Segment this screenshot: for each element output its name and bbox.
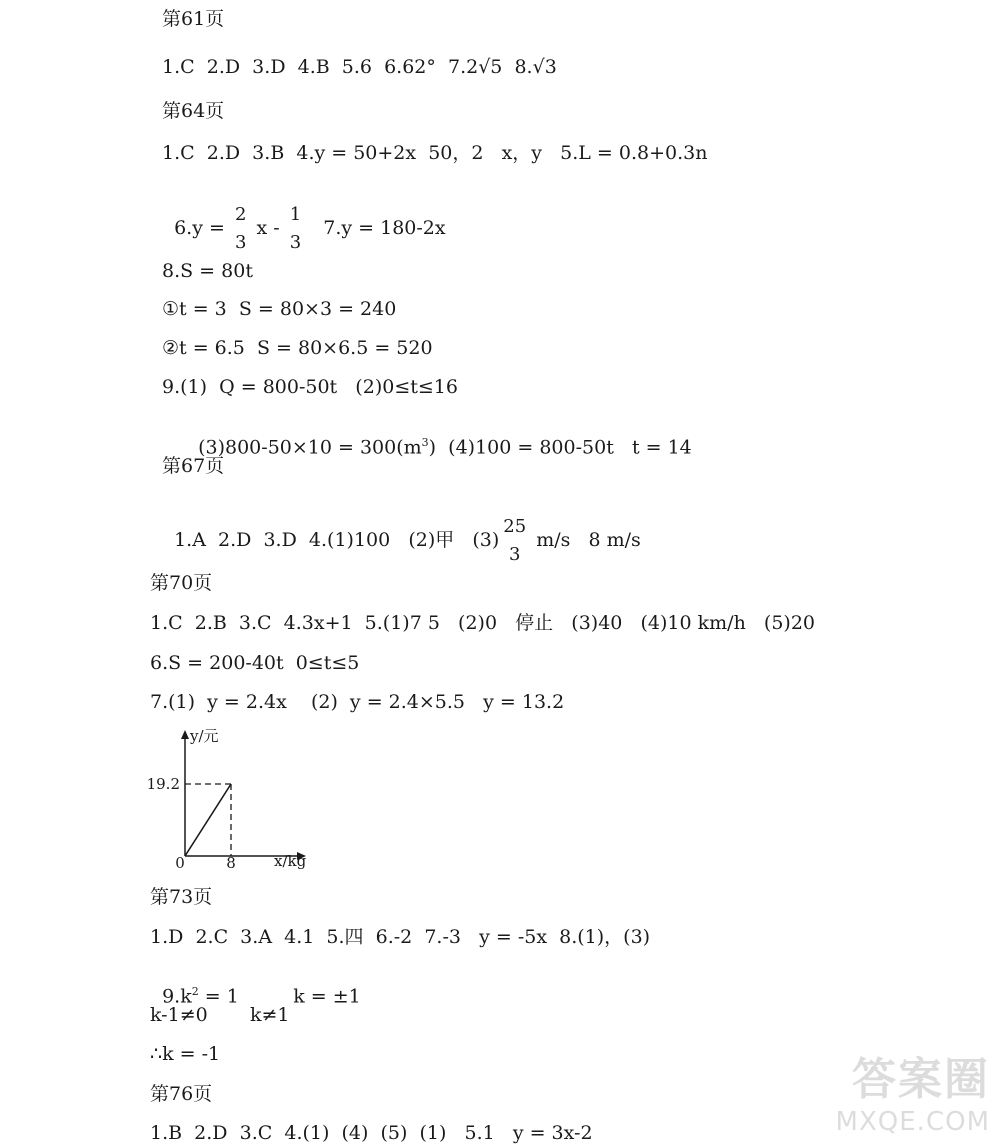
x-axis-label: x/kg bbox=[274, 852, 307, 870]
heading-page-73: 第73页 bbox=[150, 886, 213, 908]
y-tick-label: 19.2 bbox=[146, 775, 180, 793]
answers-page-64-line-4: ①t = 3 S = 80×3 = 240 bbox=[162, 298, 397, 320]
answers-page-61: 1.C 2.D 3.D 4.B 5.6 6.62° 7.2√5 8.√3 bbox=[162, 56, 557, 78]
origin-label: 0 bbox=[175, 854, 185, 872]
watermark-url: MXQE.COM bbox=[835, 1107, 990, 1137]
answers-page-70-line-3: 7.(1) y = 2.4x (2) y = 2.4×5.5 y = 13.2 bbox=[150, 691, 565, 713]
fraction-numerator: 1 bbox=[289, 204, 302, 225]
superscript: 3 bbox=[421, 436, 429, 449]
answer-text: 9.k bbox=[162, 985, 192, 1008]
answers-page-73-line-1: 1.D 2.C 3.A 4.1 5.四 6.-2 7.-3 y = -5x 8.(1)，(3) bbox=[150, 926, 651, 948]
answers-page-64-line-3: 8.S = 80t bbox=[162, 260, 253, 282]
answers-page-73-line-3: k-1≠0 k≠1 bbox=[150, 1004, 290, 1026]
price-weight-graph bbox=[140, 722, 320, 872]
answer-text: x - bbox=[250, 216, 286, 239]
watermark-text: 答案圈 bbox=[852, 1054, 990, 1105]
answers-page-64-line-1: 1.C 2.D 3.B 4.y = 50+2x 50，2 x，y 5.L = 0.8+0.3n bbox=[162, 142, 708, 164]
fraction-denominator: 3 bbox=[234, 231, 247, 253]
fraction bbox=[290, 205, 301, 253]
superscript: 2 bbox=[191, 985, 199, 998]
heading-page-76: 第76页 bbox=[150, 1083, 213, 1105]
answer-text: ) (4)100 = 800-50t t = 14 bbox=[428, 436, 692, 459]
answers-page-64-line-5: ②t = 6.5 S = 80×6.5 = 520 bbox=[162, 337, 433, 359]
answer-text: = 1 k = ±1 bbox=[198, 985, 361, 1008]
fraction-numerator: 25 bbox=[503, 516, 527, 537]
series-line bbox=[185, 784, 231, 856]
answer-text: 7.y = 180-2x bbox=[305, 216, 446, 239]
fraction-denominator: 3 bbox=[289, 231, 302, 253]
fraction bbox=[503, 517, 526, 565]
heading-page-67: 第67页 bbox=[162, 455, 225, 477]
answers-page-67 bbox=[162, 498, 641, 565]
answers-page-64-line-6: 9.(1) Q = 800-50t (2)0≤t≤16 bbox=[162, 376, 458, 398]
heading-page-61: 第61页 bbox=[162, 8, 225, 30]
answers-page-64-line-2 bbox=[162, 186, 446, 253]
heading-page-70: 第70页 bbox=[150, 572, 213, 594]
fraction-denominator: 3 bbox=[509, 543, 521, 565]
answers-page-73-line-2 bbox=[150, 967, 361, 1006]
fraction-numerator: 2 bbox=[234, 204, 247, 225]
answer-text: (3)800-50×10 = 300(m bbox=[198, 436, 422, 459]
answer-text: m/s 8 m/s bbox=[530, 528, 641, 551]
answer-text: 1.A 2.D 3.D 4.(1)100 (2)甲 (3) bbox=[174, 528, 500, 551]
answers-page-73-line-4: ∴k = -1 bbox=[150, 1043, 221, 1065]
answers-page-70-line-1: 1.C 2.B 3.C 4.3x+1 5.(1)7 5 (2)0 停止 (3)40 (4)10 km/h (5)20 bbox=[150, 612, 816, 634]
watermark-logo bbox=[836, 1043, 990, 1137]
x-tick-label: 8 bbox=[226, 854, 236, 872]
answer-text: 6.y = bbox=[174, 216, 231, 239]
answers-page-76: 1.B 2.D 3.C 4.(1) (4) (5) (1) 5.1 y = 3x-2 bbox=[150, 1122, 593, 1144]
heading-page-64: 第64页 bbox=[162, 100, 225, 122]
answers-page-70-line-2: 6.S = 200-40t 0≤t≤5 bbox=[150, 652, 360, 674]
fraction bbox=[235, 205, 246, 253]
answers-page-64-line-7 bbox=[186, 418, 692, 457]
y-axis-label: y/元 bbox=[190, 727, 219, 745]
y-axis-arrow bbox=[181, 730, 189, 739]
